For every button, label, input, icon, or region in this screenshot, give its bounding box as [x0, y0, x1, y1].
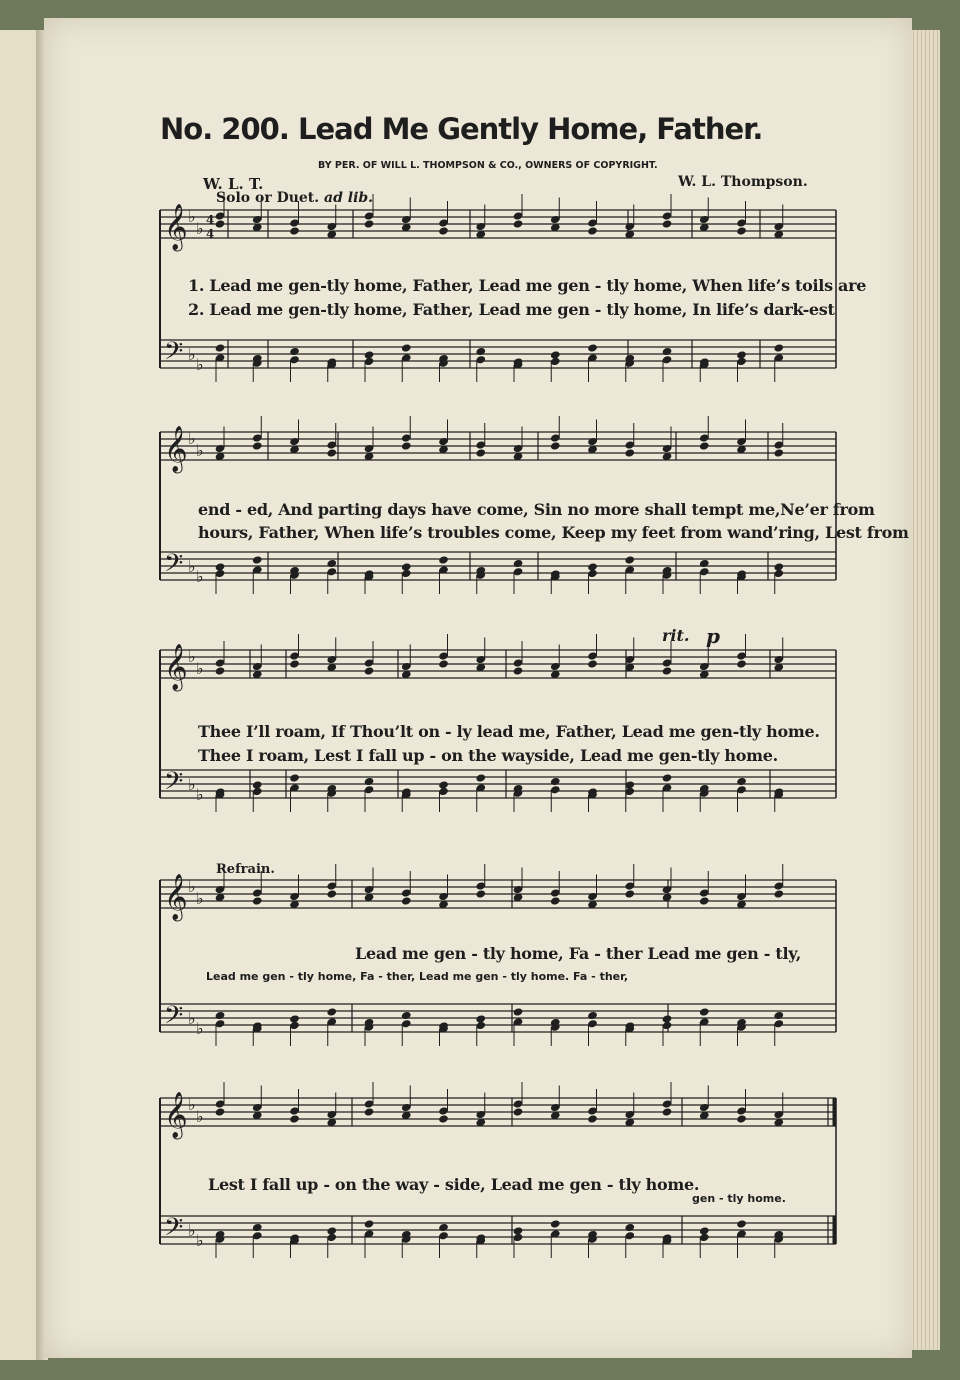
- bass-notehead: [662, 347, 673, 356]
- treble-notehead: [289, 659, 300, 668]
- flat-sign-icon: ♭: [196, 1231, 204, 1250]
- treble-notehead: [662, 1107, 673, 1116]
- refrain-melody-lyrics: Lead me gen - tly home, Fa - ther Lead me gen - tly,: [355, 944, 801, 963]
- treble-clef-icon: 𝄞: [164, 204, 188, 250]
- bass-notehead: [364, 1219, 375, 1228]
- hymn-title: Lead Me Gently Home, Father.: [298, 112, 763, 146]
- treble-notehead: [699, 896, 710, 905]
- flat-sign-icon: ♭: [188, 775, 196, 794]
- flat-sign-icon: ♭: [188, 1009, 196, 1028]
- bass-notehead: [215, 1011, 226, 1020]
- treble-clef-icon: 𝄞: [164, 1092, 188, 1138]
- treble-notehead: [364, 1107, 375, 1116]
- flat-sign-icon: ♭: [196, 785, 204, 804]
- bass-notehead: [326, 1007, 337, 1016]
- final-bass-lyrics: gen - tly home.: [692, 1192, 786, 1205]
- flat-sign-icon: ♭: [196, 889, 204, 908]
- bass-notehead: [587, 1011, 598, 1020]
- flat-sign-icon: ♭: [188, 345, 196, 364]
- lyricist-initials: W. L. T.: [203, 175, 264, 193]
- treble-notehead: [215, 666, 226, 675]
- treble-notehead: [550, 441, 561, 450]
- treble-clef-icon: 𝄞: [164, 426, 188, 472]
- treble-notehead: [513, 666, 524, 675]
- bass-notehead: [289, 347, 300, 356]
- treble-notehead: [289, 226, 300, 235]
- bass-notehead: [736, 777, 747, 786]
- treble-notehead: [289, 1114, 300, 1123]
- flat-sign-icon: ♭: [188, 1095, 196, 1114]
- treble-notehead: [215, 219, 226, 228]
- treble-notehead: [550, 896, 561, 905]
- treble-notehead: [587, 226, 598, 235]
- flat-sign-icon: ♭: [188, 1221, 196, 1240]
- treble-notehead: [699, 441, 710, 450]
- treble-notehead: [252, 896, 263, 905]
- bass-notehead: [773, 1011, 784, 1020]
- bass-notehead: [662, 773, 673, 782]
- bass-notehead: [438, 555, 449, 564]
- treble-notehead: [513, 219, 524, 228]
- treble-notehead: [662, 219, 673, 228]
- bass-notehead: [513, 559, 524, 568]
- treble-notehead: [773, 448, 784, 457]
- flat-sign-icon: ♭: [188, 557, 196, 576]
- flat-sign-icon: ♭: [188, 647, 196, 666]
- treble-notehead: [438, 659, 449, 668]
- flat-sign-icon: ♭: [196, 1107, 204, 1126]
- bass-notehead: [401, 343, 412, 352]
- bass-notehead: [475, 347, 486, 356]
- bass-clef-icon: 𝄢: [164, 1213, 184, 1248]
- bass-clef-icon: 𝄢: [164, 337, 184, 372]
- treble-notehead: [364, 666, 375, 675]
- bass-notehead: [364, 777, 375, 786]
- hymn-number: No. 200.: [160, 112, 289, 146]
- system3-verse1-lyrics: Thee I’ll roam, If Thou’lt on - ly lead me, Father, Lead me gen-tly home.: [198, 722, 820, 741]
- treble-notehead: [252, 441, 263, 450]
- treble-notehead: [364, 219, 375, 228]
- bass-notehead: [624, 1223, 635, 1232]
- piano-dynamic-mark: p: [706, 624, 720, 648]
- treble-notehead: [438, 226, 449, 235]
- bass-notehead: [513, 1007, 524, 1016]
- bass-notehead: [624, 555, 635, 564]
- treble-notehead: [624, 448, 635, 457]
- treble-notehead: [326, 448, 337, 457]
- bass-notehead: [401, 1011, 412, 1020]
- treble-notehead: [587, 1114, 598, 1123]
- bass-notehead: [736, 1219, 747, 1228]
- treble-notehead: [475, 889, 486, 898]
- refrain-bass-lyrics: Lead me gen - tly home, Fa - ther, Lead me gen - tly home. Fa - ther,: [206, 970, 629, 983]
- system1-verse2-lyrics: 2. Lead me gen-tly home, Father, Lead me gen - tly home, In life’s dark-est: [188, 300, 835, 319]
- bass-notehead: [438, 1223, 449, 1232]
- treble-notehead: [773, 889, 784, 898]
- treble-notehead: [736, 226, 747, 235]
- copyright-notice: BY PER. OF WILL L. THOMPSON & CO., OWNERS OF COPYRIGHT.: [318, 160, 658, 171]
- time-signature-top: 4: [206, 213, 215, 227]
- treble-clef-icon: 𝄞: [164, 644, 188, 690]
- bass-clef-icon: 𝄢: [164, 549, 184, 584]
- flat-sign-icon: ♭: [196, 355, 204, 374]
- bass-notehead: [252, 1223, 263, 1232]
- performance-note: [216, 190, 373, 206]
- ritardando-mark: rit.: [662, 626, 690, 645]
- system2-verse1-lyrics: end - ed, And parting days have come, Sin no more shall tempt me,Ne’er from: [198, 500, 875, 519]
- treble-notehead: [475, 448, 486, 457]
- bass-notehead: [587, 343, 598, 352]
- system3-verse2-lyrics: Thee I roam, Lest I fall up - on the wayside, Lead me gen-tly home.: [198, 746, 778, 765]
- time-signature-bottom: 4: [206, 227, 215, 241]
- flat-sign-icon: ♭: [196, 219, 204, 238]
- flat-sign-icon: ♭: [196, 659, 204, 678]
- bass-notehead: [475, 773, 486, 782]
- bass-clef-icon: 𝄢: [164, 1001, 184, 1036]
- system2-verse2-lyrics: hours, Father, When life’s troubles come, Keep my feet from wand’ring, Lest from: [198, 523, 909, 542]
- treble-notehead: [326, 889, 337, 898]
- treble-notehead: [662, 666, 673, 675]
- bass-clef-icon: 𝄢: [164, 767, 184, 802]
- bass-notehead: [252, 555, 263, 564]
- tempo-note: ad lib.: [324, 190, 374, 206]
- bass-notehead: [550, 777, 561, 786]
- bass-notehead: [773, 343, 784, 352]
- flat-sign-icon: ♭: [188, 429, 196, 448]
- treble-notehead: [624, 889, 635, 898]
- bass-notehead: [550, 1219, 561, 1228]
- flat-sign-icon: ♭: [188, 207, 196, 226]
- bass-notehead: [326, 559, 337, 568]
- flat-sign-icon: ♭: [196, 441, 204, 460]
- flat-sign-icon: ♭: [196, 1019, 204, 1038]
- bass-notehead: [215, 343, 226, 352]
- treble-notehead: [736, 659, 747, 668]
- bass-notehead: [289, 773, 300, 782]
- refrain-label: Refrain.: [216, 862, 275, 877]
- flat-sign-icon: ♭: [188, 877, 196, 896]
- final-melody-lyrics: Lest I fall up - on the way - side, Lead me gen - tly home.: [208, 1175, 700, 1194]
- bass-notehead: [699, 559, 710, 568]
- treble-notehead: [438, 1114, 449, 1123]
- treble-notehead: [513, 1107, 524, 1116]
- treble-notehead: [215, 1107, 226, 1116]
- flat-sign-icon: ♭: [196, 567, 204, 586]
- treble-notehead: [401, 896, 412, 905]
- system1-verse1-lyrics: 1. Lead me gen-tly home, Father, Lead me gen - tly home, When life’s toils are: [188, 276, 867, 295]
- bass-notehead: [699, 1007, 710, 1016]
- treble-notehead: [736, 1114, 747, 1123]
- voicing-note: Solo or Duet.: [216, 190, 320, 206]
- treble-clef-icon: 𝄞: [164, 874, 188, 920]
- treble-notehead: [587, 659, 598, 668]
- composer-credit: W. L. Thompson.: [678, 174, 808, 190]
- treble-notehead: [401, 441, 412, 450]
